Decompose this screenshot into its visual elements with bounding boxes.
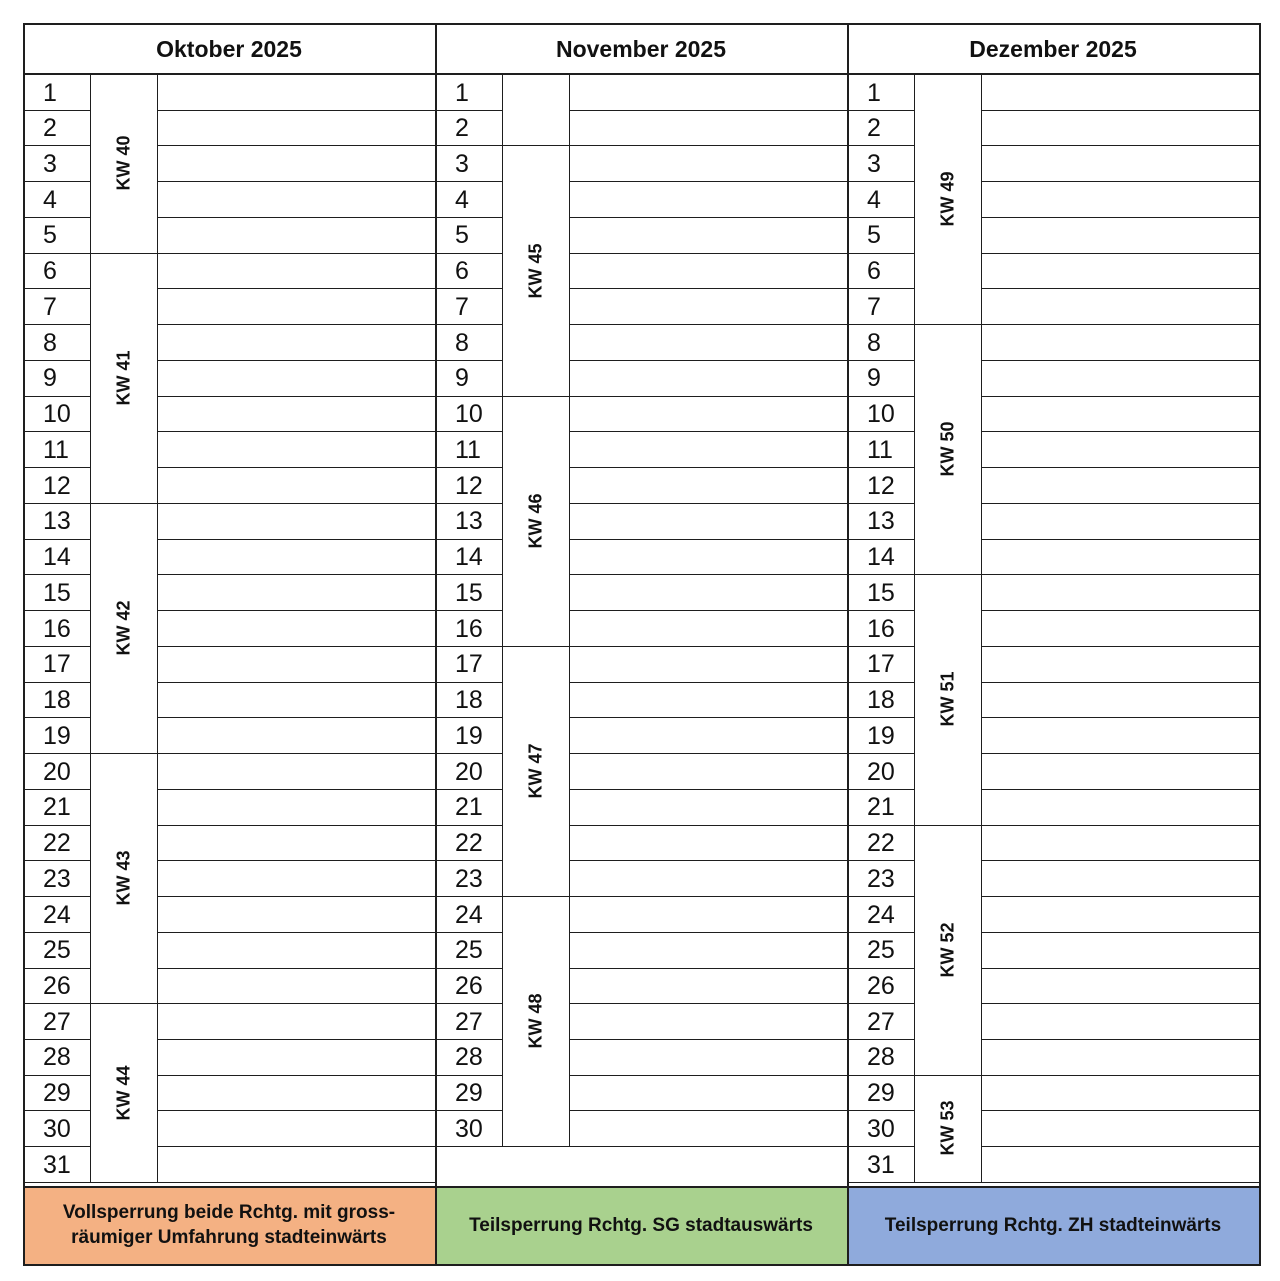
note-cell <box>158 74 434 110</box>
month-divider <box>435 23 437 1266</box>
note-cell <box>570 145 846 181</box>
note-cell <box>982 181 1258 217</box>
week-label: KW 45 <box>525 243 545 299</box>
column-divider <box>569 74 570 1146</box>
day-number: 12 <box>455 471 483 500</box>
day-number: 24 <box>43 900 71 929</box>
day-number: 19 <box>43 721 71 750</box>
note-cell <box>982 145 1258 181</box>
note-cell <box>570 503 846 539</box>
note-cell <box>982 717 1258 753</box>
day-number: 18 <box>455 686 483 715</box>
note-cell <box>982 396 1258 432</box>
day-number: 9 <box>867 364 881 393</box>
column-divider <box>502 74 503 1146</box>
week-label: KW 42 <box>113 600 133 656</box>
note-cell <box>158 968 434 1004</box>
note-cell <box>982 1146 1258 1182</box>
day-number: 1 <box>43 78 57 107</box>
day-number: 9 <box>43 364 57 393</box>
note-cell <box>982 467 1258 503</box>
day-number: 8 <box>867 328 881 357</box>
note-cell <box>158 860 434 896</box>
day-number: 27 <box>867 1007 895 1036</box>
day-number: 13 <box>43 507 71 536</box>
note-cell <box>982 932 1258 968</box>
note-cell <box>982 431 1258 467</box>
note-cell <box>570 288 846 324</box>
day-number: 5 <box>43 221 57 250</box>
note-cell <box>570 646 846 682</box>
week-label: KW 50 <box>937 421 957 477</box>
note-cell <box>158 467 434 503</box>
day-number: 12 <box>867 471 895 500</box>
day-number: 14 <box>43 543 71 572</box>
day-number: 13 <box>867 507 895 536</box>
note-cell <box>158 110 434 146</box>
note-cell <box>158 431 434 467</box>
note-cell <box>570 1039 846 1075</box>
day-number: 4 <box>43 185 57 214</box>
day-number: 7 <box>867 292 881 321</box>
note-cell <box>158 1075 434 1111</box>
day-number: 13 <box>455 507 483 536</box>
week-divider <box>90 753 157 754</box>
week-label: KW 48 <box>525 993 545 1049</box>
legend-item: Teilsperrung Rchtg. SG stadtauswärts <box>435 1186 847 1264</box>
note-cell <box>158 288 434 324</box>
note-cell <box>158 646 434 682</box>
day-number: 23 <box>867 864 895 893</box>
day-number: 6 <box>43 257 57 286</box>
day-number: 30 <box>455 1114 483 1143</box>
week-divider <box>90 503 157 504</box>
week-divider <box>90 1003 157 1004</box>
day-number: 29 <box>867 1079 895 1108</box>
week-divider <box>502 145 569 146</box>
day-number: 24 <box>867 900 895 929</box>
note-cell <box>982 288 1258 324</box>
note-cell <box>570 789 846 825</box>
day-number: 10 <box>455 400 483 429</box>
note-cell <box>570 860 846 896</box>
week-divider <box>914 1075 981 1076</box>
day-number: 26 <box>867 972 895 1000</box>
day-number: 15 <box>867 578 895 607</box>
note-cell <box>158 253 434 289</box>
note-cell <box>982 682 1258 718</box>
note-cell <box>982 968 1258 1004</box>
day-number: 28 <box>455 1043 483 1072</box>
day-number: 25 <box>867 936 895 965</box>
week-label: KW 41 <box>113 350 133 406</box>
day-number: 10 <box>43 400 71 429</box>
month-title: Oktober 2025 <box>156 36 302 62</box>
grid-bottom-line <box>847 1182 1259 1183</box>
note-cell <box>158 396 434 432</box>
note-cell <box>982 74 1258 110</box>
note-cell <box>570 360 846 396</box>
day-number: 16 <box>455 614 483 643</box>
day-number: 22 <box>455 829 483 858</box>
note-cell <box>982 1039 1258 1075</box>
grid-bottom-line <box>435 1146 847 1147</box>
day-number: 9 <box>455 364 469 393</box>
note-cell <box>158 717 434 753</box>
note-cell <box>982 860 1258 896</box>
day-number: 23 <box>43 864 71 893</box>
week-label: KW 44 <box>113 1065 133 1121</box>
day-number: 2 <box>43 114 57 143</box>
day-number: 3 <box>867 149 881 178</box>
week-label: KW 49 <box>937 171 957 227</box>
day-number: 17 <box>455 650 483 679</box>
day-number: 7 <box>455 292 469 321</box>
week-divider <box>502 646 569 647</box>
note-cell <box>570 110 846 146</box>
week-divider <box>914 574 981 575</box>
day-number: 23 <box>455 864 483 893</box>
day-number: 6 <box>455 257 469 286</box>
note-cell <box>982 110 1258 146</box>
day-number: 11 <box>43 435 69 464</box>
note-cell <box>570 574 846 610</box>
week-label: KW 47 <box>525 743 545 799</box>
note-cell <box>982 646 1258 682</box>
note-cell <box>982 503 1258 539</box>
grid-bottom-line <box>23 1182 435 1183</box>
week-label: KW 52 <box>937 922 957 978</box>
day-number: 30 <box>867 1114 895 1143</box>
day-number: 31 <box>867 1150 895 1179</box>
day-number: 25 <box>455 936 483 965</box>
note-cell <box>158 825 434 861</box>
note-cell <box>982 253 1258 289</box>
day-number: 26 <box>455 972 483 1000</box>
day-number: 3 <box>455 149 469 178</box>
week-label: KW 46 <box>525 493 545 549</box>
note-cell <box>158 217 434 253</box>
note-cell <box>570 1075 846 1111</box>
note-cell <box>158 539 434 575</box>
day-number: 27 <box>43 1007 71 1036</box>
legend-item: Teilsperrung Rchtg. ZH stadteinwärts <box>847 1186 1259 1264</box>
note-cell <box>982 360 1258 396</box>
note-cell <box>982 1003 1258 1039</box>
note-cell <box>570 217 846 253</box>
note-cell <box>158 1039 434 1075</box>
day-number: 22 <box>867 829 895 858</box>
note-cell <box>158 896 434 932</box>
note-cell <box>982 1075 1258 1111</box>
day-number: 26 <box>43 972 71 1000</box>
day-number: 21 <box>455 793 483 822</box>
note-cell <box>570 253 846 289</box>
day-number: 4 <box>867 185 881 214</box>
day-number: 20 <box>43 757 71 786</box>
note-cell <box>982 753 1258 789</box>
note-cell <box>158 145 434 181</box>
day-number: 19 <box>455 721 483 750</box>
note-cell <box>982 574 1258 610</box>
day-number: 21 <box>43 793 71 822</box>
day-number: 20 <box>867 757 895 786</box>
week-divider <box>502 396 569 397</box>
day-number: 21 <box>867 793 895 822</box>
day-number: 8 <box>43 328 57 357</box>
note-cell <box>570 467 846 503</box>
note-cell <box>570 539 846 575</box>
day-number: 16 <box>867 614 895 643</box>
note-cell <box>982 217 1258 253</box>
day-number: 3 <box>43 149 57 178</box>
note-cell <box>570 74 846 110</box>
day-number: 28 <box>43 1043 71 1072</box>
note-cell <box>570 324 846 360</box>
day-number: 5 <box>455 221 469 250</box>
frame-left <box>23 23 25 1266</box>
day-number: 29 <box>43 1079 71 1108</box>
note-cell <box>982 539 1258 575</box>
week-divider <box>914 825 981 826</box>
month-divider <box>847 23 849 1266</box>
note-cell <box>570 717 846 753</box>
note-cell <box>570 1003 846 1039</box>
note-cell <box>158 682 434 718</box>
day-number: 18 <box>43 686 71 715</box>
legend-item: Vollsperrung beide Rchtg. mit gross- räumiger Umfahrung stadteinwärts <box>23 1186 435 1264</box>
note-cell <box>570 825 846 861</box>
column-divider <box>914 74 915 1182</box>
note-cell <box>158 753 434 789</box>
day-number: 2 <box>455 114 469 143</box>
column-divider <box>90 74 91 1182</box>
day-number: 1 <box>455 78 469 107</box>
day-number: 11 <box>867 435 893 464</box>
frame-right <box>1259 23 1261 1266</box>
note-cell <box>158 932 434 968</box>
note-cell <box>158 610 434 646</box>
footer-top <box>23 1186 1261 1188</box>
week-label: KW 43 <box>113 850 133 906</box>
week-label: KW 40 <box>113 135 133 191</box>
note-cell <box>570 396 846 432</box>
day-number: 25 <box>43 936 71 965</box>
day-number: 2 <box>867 114 881 143</box>
day-number: 12 <box>43 471 71 500</box>
note-cell <box>158 181 434 217</box>
note-cell <box>158 1146 434 1182</box>
frame-top <box>23 23 1261 25</box>
note-cell <box>158 789 434 825</box>
note-cell <box>570 1110 846 1146</box>
note-cell <box>570 431 846 467</box>
day-number: 22 <box>43 829 71 858</box>
week-divider <box>914 324 981 325</box>
day-number: 19 <box>867 721 895 750</box>
note-cell <box>982 896 1258 932</box>
day-number: 15 <box>455 578 483 607</box>
day-number: 16 <box>43 614 71 643</box>
day-number: 30 <box>43 1114 71 1143</box>
note-cell <box>982 1110 1258 1146</box>
note-cell <box>570 181 846 217</box>
day-number: 6 <box>867 257 881 286</box>
week-divider <box>502 896 569 897</box>
note-cell <box>570 753 846 789</box>
week-label: KW 51 <box>937 671 957 727</box>
note-cell <box>158 1110 434 1146</box>
day-number: 15 <box>43 578 71 607</box>
day-number: 4 <box>455 185 469 214</box>
month-title: Dezember 2025 <box>969 36 1137 62</box>
frame-bottom <box>23 1264 1261 1266</box>
note-cell <box>158 503 434 539</box>
day-number: 14 <box>867 543 895 572</box>
day-number: 7 <box>43 292 57 321</box>
note-cell <box>570 968 846 1004</box>
column-divider <box>981 74 982 1182</box>
header-divider <box>23 73 1259 75</box>
note-cell <box>982 789 1258 825</box>
note-cell <box>570 682 846 718</box>
note-cell <box>982 610 1258 646</box>
month-title: November 2025 <box>555 36 727 62</box>
day-number: 17 <box>43 650 71 679</box>
day-number: 5 <box>867 221 881 250</box>
day-number: 10 <box>867 400 895 429</box>
note-cell <box>570 932 846 968</box>
day-number: 27 <box>455 1007 483 1036</box>
note-cell <box>158 1003 434 1039</box>
note-cell <box>982 324 1258 360</box>
day-number: 20 <box>455 757 483 786</box>
week-divider <box>90 253 157 254</box>
column-divider <box>157 74 158 1182</box>
note-cell <box>570 610 846 646</box>
week-label: KW 53 <box>937 1100 957 1156</box>
day-number: 18 <box>867 686 895 715</box>
note-cell <box>570 896 846 932</box>
day-number: 11 <box>455 435 481 464</box>
day-number: 24 <box>455 900 483 929</box>
day-number: 8 <box>455 328 469 357</box>
day-number: 17 <box>867 650 895 679</box>
day-number: 1 <box>867 78 881 107</box>
day-number: 31 <box>43 1150 71 1179</box>
note-cell <box>158 574 434 610</box>
note-cell <box>158 324 434 360</box>
note-cell <box>982 825 1258 861</box>
day-number: 29 <box>455 1079 483 1108</box>
day-number: 28 <box>867 1043 895 1072</box>
day-number: 14 <box>455 543 483 572</box>
note-cell <box>158 360 434 396</box>
